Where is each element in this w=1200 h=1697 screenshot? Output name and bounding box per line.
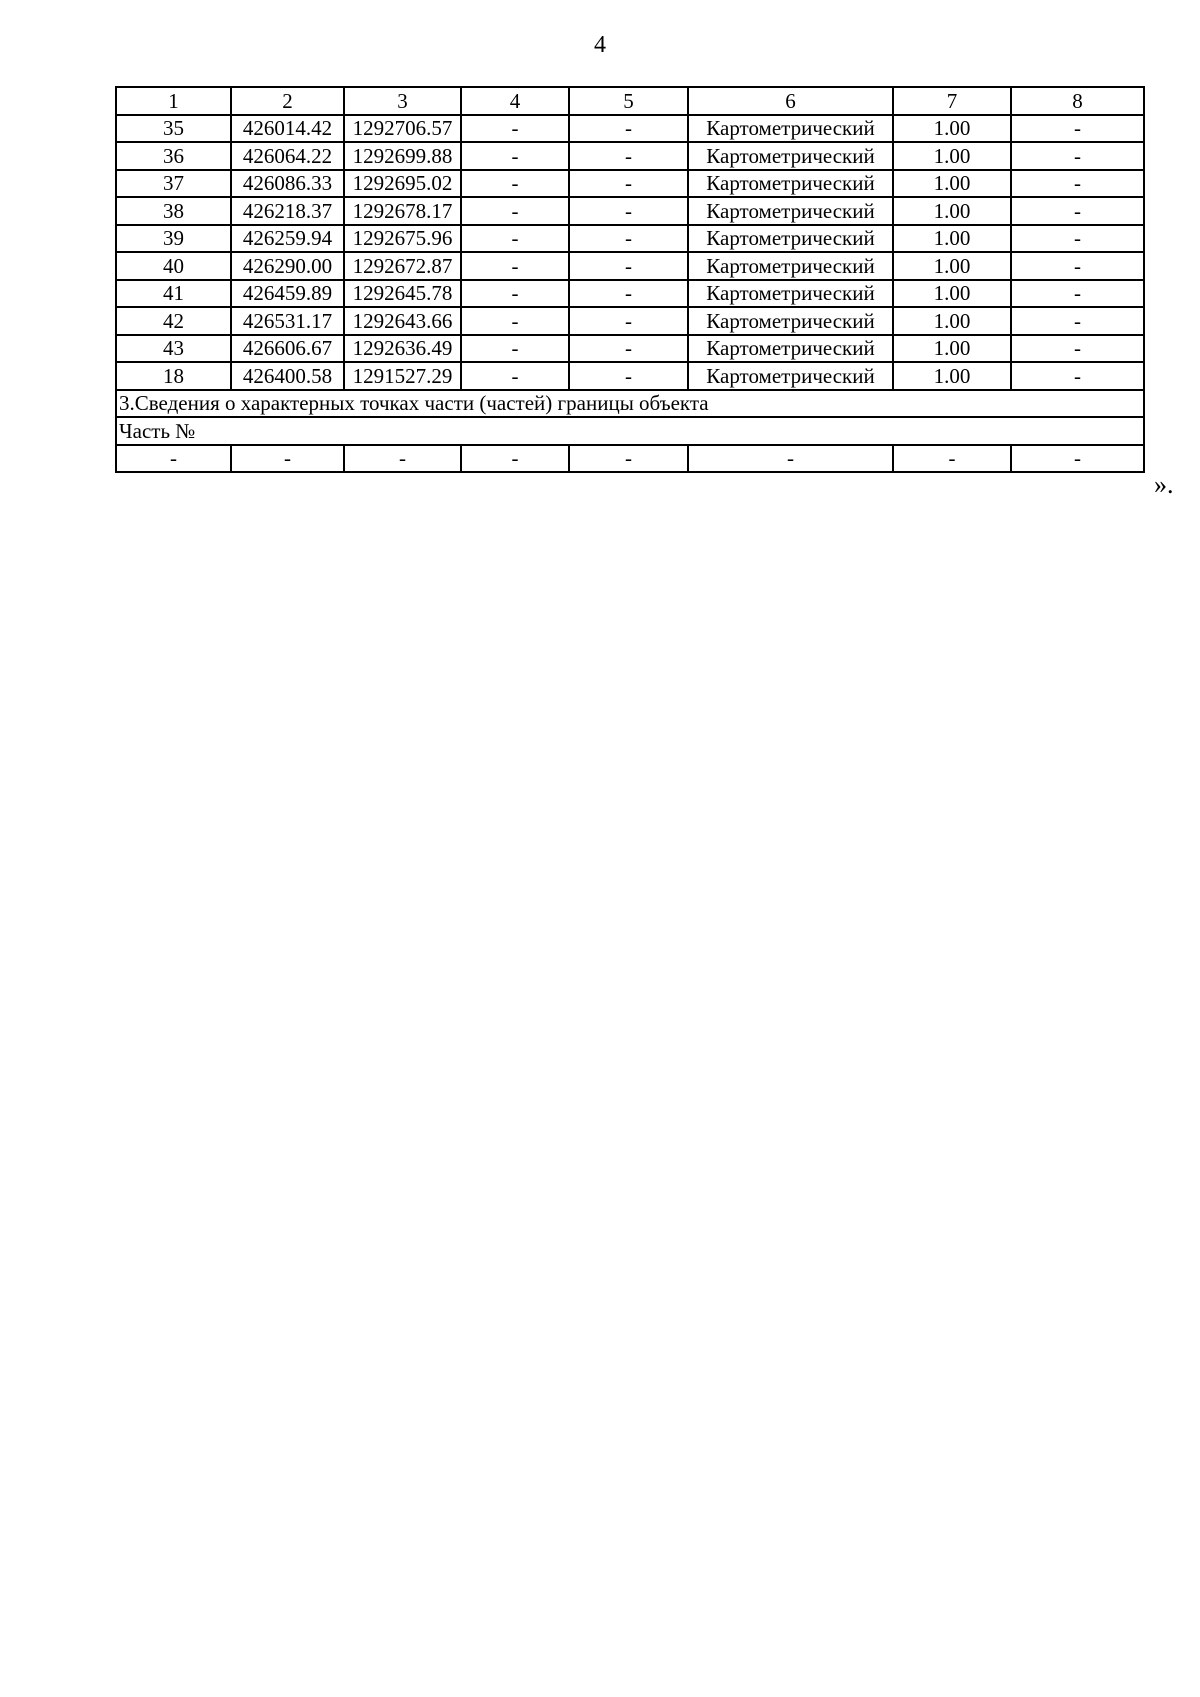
coordinates-table: [115, 86, 1145, 473]
table-cell: 1292699.88: [344, 142, 461, 170]
table-cell: 426459.89: [231, 280, 344, 308]
table-cell: -: [1011, 197, 1144, 225]
header-cell: 8: [1011, 87, 1144, 115]
table-cell: -: [569, 252, 688, 280]
table-cell: -: [1011, 252, 1144, 280]
table-header-row: [116, 87, 1144, 115]
table-cell: -: [569, 142, 688, 170]
table-cell: 38: [116, 197, 231, 225]
header-cell: 6: [688, 87, 893, 115]
table-cell: -: [461, 197, 569, 225]
table-cell: 1292678.17: [344, 197, 461, 225]
table-cell: -: [569, 170, 688, 198]
table-cell: Картометрический: [688, 225, 893, 253]
table-cell: 41: [116, 280, 231, 308]
table-cell: -: [688, 445, 893, 473]
table-cell: 426064.22: [231, 142, 344, 170]
table-cell: -: [893, 445, 1011, 473]
table-cell: Картометрический: [688, 142, 893, 170]
table-row: [116, 335, 1144, 363]
table-cell: Картометрический: [688, 252, 893, 280]
table-cell: -: [461, 362, 569, 390]
table-cell: 1.00: [893, 225, 1011, 253]
table-row: [116, 280, 1144, 308]
table-cell: -: [569, 115, 688, 143]
table-cell: -: [1011, 335, 1144, 363]
table-cell: 36: [116, 142, 231, 170]
table-cell: 1.00: [893, 197, 1011, 225]
table-cell: -: [461, 115, 569, 143]
table-cell: 1.00: [893, 170, 1011, 198]
table-row: [116, 362, 1144, 390]
table-cell: Картометрический: [688, 362, 893, 390]
table-cell: -: [1011, 445, 1144, 473]
table-cell: -: [569, 225, 688, 253]
table-cell: -: [569, 280, 688, 308]
table-cell: 426400.58: [231, 362, 344, 390]
table-cell: 35: [116, 115, 231, 143]
header-cell: 7: [893, 87, 1011, 115]
table-cell: -: [461, 445, 569, 473]
table-cell: 426606.67: [231, 335, 344, 363]
table-cell: -: [461, 142, 569, 170]
table-body: [116, 87, 1144, 472]
table-cell: 1292675.96: [344, 225, 461, 253]
table-cell: Картометрический: [688, 197, 893, 225]
table-cell: -: [569, 335, 688, 363]
part-data-row: [116, 445, 1144, 473]
table-cell: -: [1011, 115, 1144, 143]
table-row: [116, 307, 1144, 335]
table-cell: -: [1011, 225, 1144, 253]
table-cell: -: [461, 280, 569, 308]
table-row: [116, 252, 1144, 280]
table-cell: -: [1011, 280, 1144, 308]
table-cell: -: [461, 335, 569, 363]
section-3-title: 3.Сведения о характерных точках части (частей) границы объекта: [116, 390, 1144, 418]
header-cell: 4: [461, 87, 569, 115]
table-cell: -: [1011, 307, 1144, 335]
table-cell: 42: [116, 307, 231, 335]
table-cell: Картометрический: [688, 335, 893, 363]
table-cell: 40: [116, 252, 231, 280]
table-cell: 39: [116, 225, 231, 253]
table-cell: -: [116, 445, 231, 473]
table-cell: -: [1011, 362, 1144, 390]
table-cell: 1.00: [893, 362, 1011, 390]
table-cell: 426086.33: [231, 170, 344, 198]
table-cell: 1292645.78: [344, 280, 461, 308]
table-cell: -: [569, 197, 688, 225]
table-cell: -: [569, 445, 688, 473]
table-cell: 1292706.57: [344, 115, 461, 143]
table-cell: Картометрический: [688, 115, 893, 143]
table-cell: 1292643.66: [344, 307, 461, 335]
table-cell: -: [231, 445, 344, 473]
table-cell: 1292672.87: [344, 252, 461, 280]
part-label-row: [116, 417, 1144, 445]
table-cell: -: [569, 307, 688, 335]
closing-quote-mark: ».: [1154, 470, 1174, 499]
table-row: [116, 115, 1144, 143]
table-cell: 1.00: [893, 307, 1011, 335]
table-cell: Картометрический: [688, 280, 893, 308]
part-number-label: Часть №: [116, 417, 1144, 445]
table-cell: 18: [116, 362, 231, 390]
table-cell: -: [461, 307, 569, 335]
table-cell: -: [344, 445, 461, 473]
table-cell: 1292636.49: [344, 335, 461, 363]
table-cell: Картометрический: [688, 170, 893, 198]
table-row: [116, 225, 1144, 253]
table-cell: 37: [116, 170, 231, 198]
section-title-row: [116, 390, 1144, 418]
table-cell: -: [1011, 142, 1144, 170]
table-cell: 1.00: [893, 115, 1011, 143]
table-cell: 426259.94: [231, 225, 344, 253]
table-cell: -: [1011, 170, 1144, 198]
table-cell: 43: [116, 335, 231, 363]
table-cell: 1.00: [893, 280, 1011, 308]
table-cell: 1.00: [893, 252, 1011, 280]
table-cell: 426290.00: [231, 252, 344, 280]
table-cell: -: [461, 225, 569, 253]
table-row: [116, 170, 1144, 198]
table-cell: 426531.17: [231, 307, 344, 335]
table-cell: -: [569, 362, 688, 390]
table-row: [116, 142, 1144, 170]
header-cell: 2: [231, 87, 344, 115]
header-cell: 5: [569, 87, 688, 115]
table-row: [116, 197, 1144, 225]
table-cell: -: [461, 170, 569, 198]
header-cell: 3: [344, 87, 461, 115]
header-cell: 1: [116, 87, 231, 115]
table-cell: 1.00: [893, 142, 1011, 170]
table-cell: 1292695.02: [344, 170, 461, 198]
page-number: 4: [594, 32, 606, 58]
table-cell: 1.00: [893, 335, 1011, 363]
table-cell: 426218.37: [231, 197, 344, 225]
table-cell: 426014.42: [231, 115, 344, 143]
table-cell: 1291527.29: [344, 362, 461, 390]
table-cell: -: [461, 252, 569, 280]
table-cell: Картометрический: [688, 307, 893, 335]
